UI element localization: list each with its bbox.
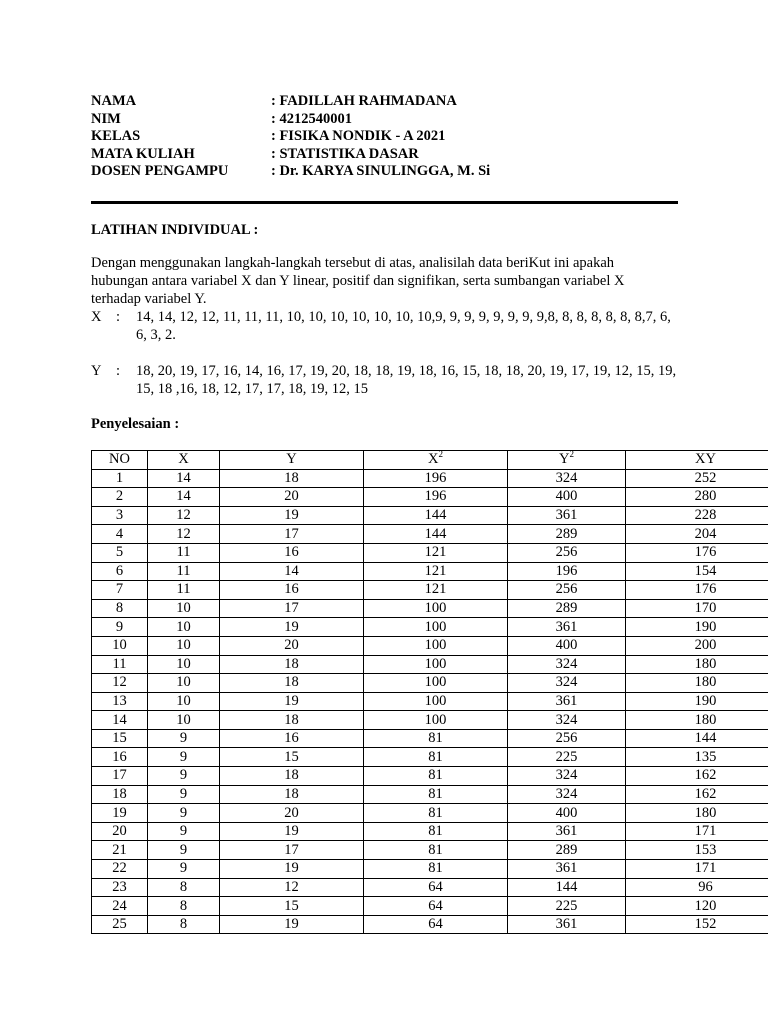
table-row xyxy=(92,469,768,488)
table-row xyxy=(92,655,768,674)
cell-y: 20 xyxy=(220,636,364,655)
cell-x: 10 xyxy=(148,599,220,618)
cell-no: 9 xyxy=(92,618,148,637)
cell-x: 10 xyxy=(148,636,220,655)
x-variable-label: X xyxy=(91,308,102,325)
y-variable-label: Y xyxy=(91,362,102,379)
instruction-text: Dengan menggunakan langkah-langkah tersebut di atas, analisilah data beriKut ini apakah hubungan antara variabel X dan Y linear, positif dan signifikan, serta sumbangan variabel X terhadap variabel Y. xyxy=(91,254,625,307)
cell-y: 17 xyxy=(220,599,364,618)
cell-y-squared: 225 xyxy=(508,897,626,916)
cell-y-squared: 324 xyxy=(508,674,626,693)
cell-y: 19 xyxy=(220,915,364,934)
cell-x: 10 xyxy=(148,618,220,637)
cell-xy: 120 xyxy=(626,897,768,916)
header-y2-base: Y xyxy=(559,451,570,468)
table-row xyxy=(92,674,768,693)
cell-y: 20 xyxy=(220,488,364,507)
cell-y: 16 xyxy=(220,543,364,562)
cell-x: 9 xyxy=(148,860,220,879)
cell-x-squared: 144 xyxy=(364,525,508,544)
document-page xyxy=(91,93,717,934)
info-label: KELAS xyxy=(91,128,141,145)
cell-x: 14 xyxy=(148,469,220,488)
table-row xyxy=(92,599,768,618)
cell-no: 5 xyxy=(92,543,148,562)
cell-xy: 180 xyxy=(626,804,768,823)
cell-no: 12 xyxy=(92,674,148,693)
cell-no: 2 xyxy=(92,488,148,507)
cell-xy: 176 xyxy=(626,581,768,600)
cell-y-squared: 144 xyxy=(508,878,626,897)
cell-no: 3 xyxy=(92,506,148,525)
table-row xyxy=(92,748,768,767)
cell-x: 9 xyxy=(148,748,220,767)
table-row xyxy=(92,767,768,786)
table-row xyxy=(92,711,768,730)
table-row xyxy=(92,785,768,804)
table-row xyxy=(92,878,768,897)
cell-no: 17 xyxy=(92,767,148,786)
cell-x-squared: 81 xyxy=(364,729,508,748)
table-row xyxy=(92,692,768,711)
info-label: DOSEN PENGAMPU xyxy=(91,163,229,180)
cell-xy: 96 xyxy=(626,878,768,897)
table-row xyxy=(92,860,768,879)
cell-y: 19 xyxy=(220,822,364,841)
cell-y-squared: 361 xyxy=(508,915,626,934)
table-row xyxy=(92,804,768,823)
cell-x-squared: 64 xyxy=(364,915,508,934)
cell-no: 6 xyxy=(92,562,148,581)
table-row xyxy=(92,729,768,748)
cell-y-squared: 400 xyxy=(508,804,626,823)
cell-xy: 153 xyxy=(626,841,768,860)
cell-x: 10 xyxy=(148,655,220,674)
cell-no: 25 xyxy=(92,915,148,934)
cell-y-squared: 324 xyxy=(508,711,626,730)
cell-x: 9 xyxy=(148,729,220,748)
cell-y-squared: 289 xyxy=(508,841,626,860)
info-label: NAMA xyxy=(91,93,137,109)
cell-y: 19 xyxy=(220,506,364,525)
header-x-squared xyxy=(364,450,508,469)
table-row xyxy=(92,822,768,841)
cell-x-squared: 100 xyxy=(364,692,508,711)
header-x2-base: X xyxy=(428,451,439,468)
cell-x: 14 xyxy=(148,488,220,507)
cell-x: 11 xyxy=(148,543,220,562)
info-value: : Dr. KARYA SINULINGGA, M. Si xyxy=(271,163,491,180)
info-label: MATA KULIAH xyxy=(91,145,195,162)
cell-y: 18 xyxy=(220,469,364,488)
cell-x: 9 xyxy=(148,822,220,841)
cell-x-squared: 81 xyxy=(364,767,508,786)
cell-x-squared: 100 xyxy=(364,674,508,693)
cell-y: 16 xyxy=(220,729,364,748)
section-title: LATIHAN INDIVIDUAL : xyxy=(91,221,259,238)
cell-y-squared: 361 xyxy=(508,618,626,637)
x-data-row xyxy=(91,308,681,344)
table-row xyxy=(92,488,768,507)
cell-y: 18 xyxy=(220,785,364,804)
cell-x-squared: 64 xyxy=(364,897,508,916)
solution-title: Penyelesaian : xyxy=(91,415,180,432)
cell-x: 10 xyxy=(148,692,220,711)
cell-xy: 171 xyxy=(626,822,768,841)
cell-y-squared: 196 xyxy=(508,562,626,581)
cell-y: 19 xyxy=(220,618,364,637)
cell-xy: 200 xyxy=(626,636,768,655)
cell-xy: 154 xyxy=(626,562,768,581)
header-y: Y xyxy=(220,450,364,469)
table-body xyxy=(92,469,768,934)
cell-x-squared: 81 xyxy=(364,860,508,879)
cell-x-squared: 121 xyxy=(364,562,508,581)
cell-x: 10 xyxy=(148,674,220,693)
calculation-table xyxy=(91,450,768,934)
student-info xyxy=(91,93,490,181)
cell-y: 12 xyxy=(220,878,364,897)
cell-x-squared: 64 xyxy=(364,878,508,897)
cell-y-squared: 361 xyxy=(508,506,626,525)
info-row-nama xyxy=(91,93,490,111)
header-y-squared xyxy=(508,450,626,469)
cell-y-squared: 324 xyxy=(508,469,626,488)
cell-xy: 162 xyxy=(626,767,768,786)
x-values: 14, 14, 12, 12, 11, 11, 11, 10, 10, 10, 10, 10, 10, 10,9, 9, 9, 9, 9, 9, 9, 9,8, 8, 8, 8, 8, 8, 8,7, 6, 6, 3, 2. xyxy=(136,308,671,343)
info-value: : FISIKA NONDIK - A 2021 xyxy=(271,128,446,145)
cell-y-squared: 225 xyxy=(508,748,626,767)
cell-no: 16 xyxy=(92,748,148,767)
table-row xyxy=(92,543,768,562)
info-row-mata-kuliah xyxy=(91,146,490,164)
cell-y: 18 xyxy=(220,655,364,674)
cell-xy: 144 xyxy=(626,729,768,748)
cell-y: 19 xyxy=(220,692,364,711)
cell-x-squared: 144 xyxy=(364,506,508,525)
cell-x: 9 xyxy=(148,841,220,860)
cell-x-squared: 81 xyxy=(364,804,508,823)
cell-x-squared: 100 xyxy=(364,711,508,730)
info-row-dosen xyxy=(91,163,490,181)
cell-xy: 280 xyxy=(626,488,768,507)
cell-y-squared: 324 xyxy=(508,767,626,786)
cell-x: 11 xyxy=(148,562,220,581)
info-value: : FADILLAH RAHMADANA xyxy=(271,93,457,109)
table-row xyxy=(92,506,768,525)
cell-x-squared: 196 xyxy=(364,488,508,507)
cell-x-squared: 100 xyxy=(364,618,508,637)
cell-xy: 228 xyxy=(626,506,768,525)
table-row xyxy=(92,636,768,655)
cell-no: 4 xyxy=(92,525,148,544)
table-row xyxy=(92,897,768,916)
info-value: : STATISTIKA DASAR xyxy=(271,145,419,162)
cell-y-squared: 400 xyxy=(508,488,626,507)
cell-no: 23 xyxy=(92,878,148,897)
table-row xyxy=(92,618,768,637)
cell-no: 21 xyxy=(92,841,148,860)
cell-x-squared: 100 xyxy=(364,599,508,618)
cell-no: 22 xyxy=(92,860,148,879)
header-y2-exponent: 2 xyxy=(569,449,574,460)
cell-y-squared: 361 xyxy=(508,860,626,879)
cell-no: 19 xyxy=(92,804,148,823)
cell-y-squared: 289 xyxy=(508,525,626,544)
cell-xy: 180 xyxy=(626,674,768,693)
cell-xy: 135 xyxy=(626,748,768,767)
header-x: X xyxy=(148,450,220,469)
cell-x: 11 xyxy=(148,581,220,600)
info-label: NIM xyxy=(91,110,121,127)
x-colon: : xyxy=(116,308,121,325)
cell-no: 13 xyxy=(92,692,148,711)
cell-xy: 252 xyxy=(626,469,768,488)
cell-x: 8 xyxy=(148,915,220,934)
cell-xy: 180 xyxy=(626,711,768,730)
cell-x: 8 xyxy=(148,878,220,897)
cell-x: 12 xyxy=(148,506,220,525)
cell-no: 20 xyxy=(92,822,148,841)
cell-y-squared: 289 xyxy=(508,599,626,618)
header-divider xyxy=(91,201,678,204)
cell-no: 11 xyxy=(92,655,148,674)
cell-y-squared: 256 xyxy=(508,581,626,600)
cell-x: 9 xyxy=(148,804,220,823)
cell-x: 12 xyxy=(148,525,220,544)
cell-no: 18 xyxy=(92,785,148,804)
cell-x-squared: 196 xyxy=(364,469,508,488)
header-x2-exponent: 2 xyxy=(438,449,443,460)
cell-xy: 190 xyxy=(626,618,768,637)
cell-x-squared: 81 xyxy=(364,841,508,860)
table-row xyxy=(92,915,768,934)
cell-x: 9 xyxy=(148,785,220,804)
cell-xy: 190 xyxy=(626,692,768,711)
cell-y-squared: 256 xyxy=(508,543,626,562)
y-values: 18, 20, 19, 17, 16, 14, 16, 17, 19, 20, 18, 18, 19, 18, 16, 15, 18, 18, 20, 19, 17, 19, 12, 15, 19, 15, 18 ,16, 18, 12, 17, 17, 18, 19, 12, 15 xyxy=(136,362,677,397)
cell-xy: 180 xyxy=(626,655,768,674)
cell-x-squared: 121 xyxy=(364,543,508,562)
cell-y: 18 xyxy=(220,674,364,693)
cell-y: 17 xyxy=(220,525,364,544)
cell-y: 20 xyxy=(220,804,364,823)
cell-y: 18 xyxy=(220,767,364,786)
cell-y-squared: 324 xyxy=(508,655,626,674)
table-row xyxy=(92,562,768,581)
cell-y: 14 xyxy=(220,562,364,581)
cell-xy: 171 xyxy=(626,860,768,879)
cell-x: 8 xyxy=(148,897,220,916)
y-data-row xyxy=(91,362,681,398)
cell-no: 10 xyxy=(92,636,148,655)
info-row-nim xyxy=(91,111,490,129)
cell-y: 16 xyxy=(220,581,364,600)
cell-y: 19 xyxy=(220,860,364,879)
cell-y-squared: 400 xyxy=(508,636,626,655)
cell-x-squared: 81 xyxy=(364,748,508,767)
cell-no: 7 xyxy=(92,581,148,600)
cell-x-squared: 121 xyxy=(364,581,508,600)
table-row xyxy=(92,581,768,600)
info-value: : 4212540001 xyxy=(271,110,352,127)
cell-no: 1 xyxy=(92,469,148,488)
cell-y-squared: 256 xyxy=(508,729,626,748)
cell-x: 10 xyxy=(148,711,220,730)
header-xy: XY xyxy=(626,450,768,469)
table-row xyxy=(92,525,768,544)
table-header-row xyxy=(92,450,768,469)
cell-xy: 162 xyxy=(626,785,768,804)
cell-x-squared: 100 xyxy=(364,636,508,655)
cell-no: 24 xyxy=(92,897,148,916)
cell-y: 17 xyxy=(220,841,364,860)
cell-xy: 170 xyxy=(626,599,768,618)
cell-y: 15 xyxy=(220,748,364,767)
cell-y: 18 xyxy=(220,711,364,730)
cell-y-squared: 361 xyxy=(508,822,626,841)
cell-no: 14 xyxy=(92,711,148,730)
header-no: NO xyxy=(92,450,148,469)
cell-x-squared: 100 xyxy=(364,655,508,674)
cell-no: 8 xyxy=(92,599,148,618)
cell-y: 15 xyxy=(220,897,364,916)
cell-xy: 204 xyxy=(626,525,768,544)
cell-no: 15 xyxy=(92,729,148,748)
cell-x: 9 xyxy=(148,767,220,786)
cell-y-squared: 361 xyxy=(508,692,626,711)
table-row xyxy=(92,841,768,860)
cell-xy: 152 xyxy=(626,915,768,934)
cell-x-squared: 81 xyxy=(364,822,508,841)
info-row-kelas xyxy=(91,128,490,146)
cell-x-squared: 81 xyxy=(364,785,508,804)
y-colon: : xyxy=(116,362,121,379)
cell-xy: 176 xyxy=(626,543,768,562)
cell-y-squared: 324 xyxy=(508,785,626,804)
